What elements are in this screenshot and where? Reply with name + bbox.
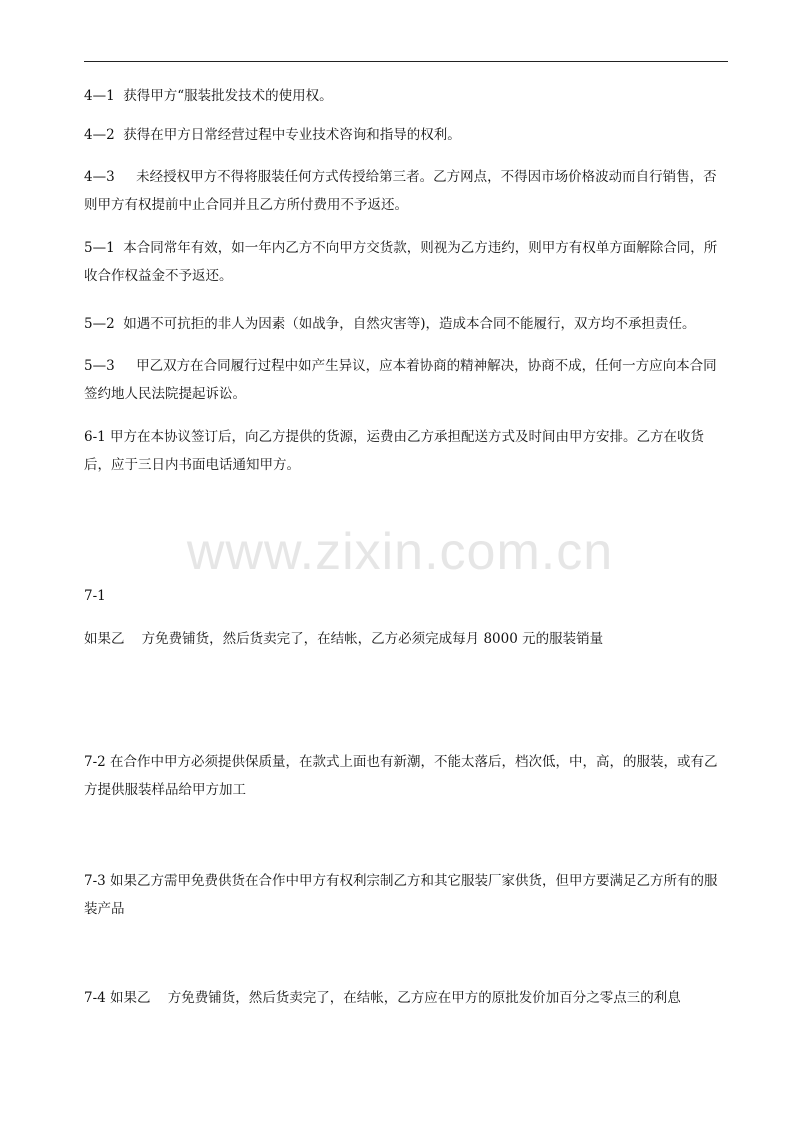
clause-6-1: 6-1 甲方在本协议签订后，向乙方提供的货源，运费由乙方承担配送方式及时间由甲方安排。乙方在收货后，应于三日内书面电话通知甲方。 [84,429,705,473]
clause-5-3: 5—3 甲乙双方在合同履行过程中如产生异议，应本着协商的精神解决，协商不成，任何一方应向本合同签约地人民法院提起诉讼。 [84,358,717,402]
clause-7-1-heading: 7-1 [84,588,106,604]
clause-7-1-body: 如果乙 方免费铺货，然后货卖完了，在结帐，乙方必须完成每月 8000 元的服装销量 [84,631,604,647]
clause-4-2: 4—2 获得在甲方日常经营过程中专业技术咨询和指导的权利。 [84,127,461,143]
watermark: www.zixin.com.cn [186,523,614,581]
header-rule [84,61,728,62]
clause-7-4: 7-4 如果乙 方免费铺货，然后货卖完了，在结帐，乙方应在甲方的原批发价加百分之零点三的利息 [84,990,681,1006]
clause-5-2: 5—2 如遇不可抗拒的非人为因素（如战争，自然灾害等)，造成本合同不能履行，双方均不承担责任。 [84,316,696,332]
clause-5-1: 5—1 本合同常年有效，如一年内乙方不向甲方交货款，则视为乙方违约，则甲方有权单方面解除合同，所收合作权益金不予返还。 [84,240,718,284]
clause-4-3: 4—3 未经授权甲方不得将服装任何方式传授给第三者。乙方网点，不得因市场价格波动而自行销售，否则甲方有权提前中止合同并且乙方所付费用不予返还。 [84,169,717,213]
clause-7-2: 7-2 在合作中甲方必须提供保质量，在款式上面也有新潮，不能太落后，档次低，中，高，的服装，或有乙方提供服装样品给甲方加工 [84,754,718,798]
clause-4-1: 4—1 获得甲方“服装批发技术的使用权。 [84,88,333,104]
clause-7-3: 7-3 如果乙方需甲免费供货在合作中甲方有权利宗制乙方和其它服装厂家供货，但甲方要满足乙方所有的服装产品 [84,873,718,917]
